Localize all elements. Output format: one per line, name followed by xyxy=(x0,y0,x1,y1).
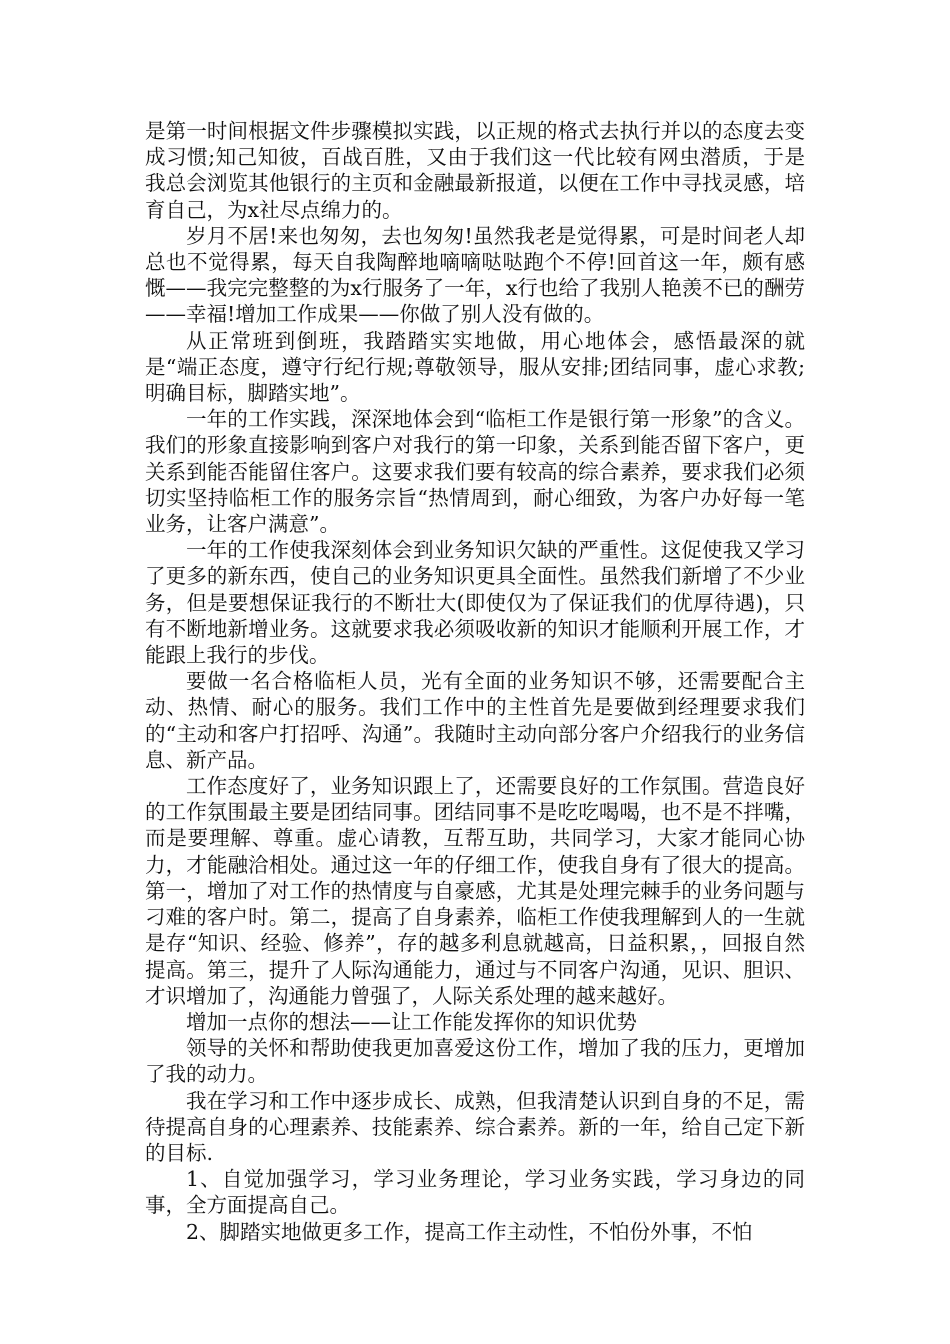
paragraph: 一年的工作实践，深深地体会到“临柜工作是银行第一形象”的含义。我们的形象直接影响到客户对我行的第一印象，关系到能否留下客户，更关系到能否能留住客户。这要求我们要有较高的综合素养，要求我们必须切实坚持临柜工作的服务宗旨“热情周到，耐心细致，为客户办好每一笔业务，让客户满意”。 xyxy=(145,407,805,537)
paragraph: 一年的工作使我深刻体会到业务知识欠缺的严重性。这促使我又学习了更多的新东西，使自己的业务知识更具全面性。虽然我们新增了不少业务，但是要想保证我行的不断壮大(即使仅为了保证我们的优厚待遇)，只有不断地新增业务。这就要求我必须吸收新的知识才能顺利开展工作，才能跟上我行的步伐。 xyxy=(145,538,805,668)
paragraph: 工作态度好了，业务知识跟上了，还需要良好的工作氛围。营造良好的工作氛围最主要是团结同事。团结同事不是吃吃喝喝，也不是不拌嘴，而是要理解、尊重。虚心请教，互帮互助，共同学习，大家才能同心协力，才能融洽相处。通过这一年的仔细工作，使我自身有了很大的提高。第一，增加了对工作的热情度与自豪感，尤其是处理完棘手的业务问题与刁难的客户时。第二，提高了自身素养，临柜工作使我理解到人的一生就是存“知识、经验、修养”，存的越多利息就越高，日益积累，，回报自然提高。第三，提升了人际沟通能力，通过与不同客户沟通，见识、胆识、才识增加了，沟通能力曾强了，人际关系处理的越来越好。 xyxy=(145,774,805,1008)
paragraph: 是第一时间根据文件步骤模拟实践，以正规的格式去执行并以的态度去变成习惯;知己知彼，百战百胜，又由于我们这一代比较有网虫潜质，于是我总会浏览其他银行的主页和金融最新报道，以便在工作中寻找灵感，培育自己，为x社尽点绵力的。 xyxy=(145,119,805,222)
section-heading: 增加一点你的想法——让工作能发挥你的知识优势 xyxy=(186,1009,637,1034)
paragraph: 领导的关怀和帮助使我更加喜爱这份工作，增加了我的压力，更增加了我的动力。 xyxy=(145,1036,805,1087)
list-item: 2、脚踏实地做更多工作，提高工作主动性，不怕份外事，不怕 xyxy=(186,1219,753,1244)
list-item: 1、自觉加强学习，学习业务理论，学习业务实践，学习身边的同事，全方面提高自己。 xyxy=(145,1167,805,1218)
document-body xyxy=(145,118,805,1245)
paragraph: 岁月不居!来也匆匆，去也匆匆!虽然我老是觉得累，可是时间老人却总也不觉得累，每天自我陶醉地嘀嘀哒哒跑个不停!回首这一年，颇有感慨——我完完整整的为x行服务了一年，x行也给了我别人艳羡不已的酬劳——幸福!增加工作成果——你做了别人没有做的。 xyxy=(145,223,805,327)
paragraph: 从正常班到倒班，我踏踏实实地做，用心地体会，感悟最深的就是“端正态度，遵守行纪行规;尊敬领导，服从安排;团结同事，虚心求教;明确目标，脚踏实地”。 xyxy=(145,328,805,406)
paragraph: 我在学习和工作中逐步成长、成熟，但我清楚认识到自身的不足，需待提高自身的心理素养、技能素养、综合素养。新的一年，给自己定下新的目标. xyxy=(145,1088,805,1165)
paragraph: 要做一名合格临柜人员，光有全面的业务知识不够，还需要配合主动、热情、耐心的服务。我们工作中的主性首先是要做到经理要求我们的“主动和客户打招呼、沟通”。我随时主动向部分客户介绍我行的业务信息、新产品。 xyxy=(145,669,805,772)
